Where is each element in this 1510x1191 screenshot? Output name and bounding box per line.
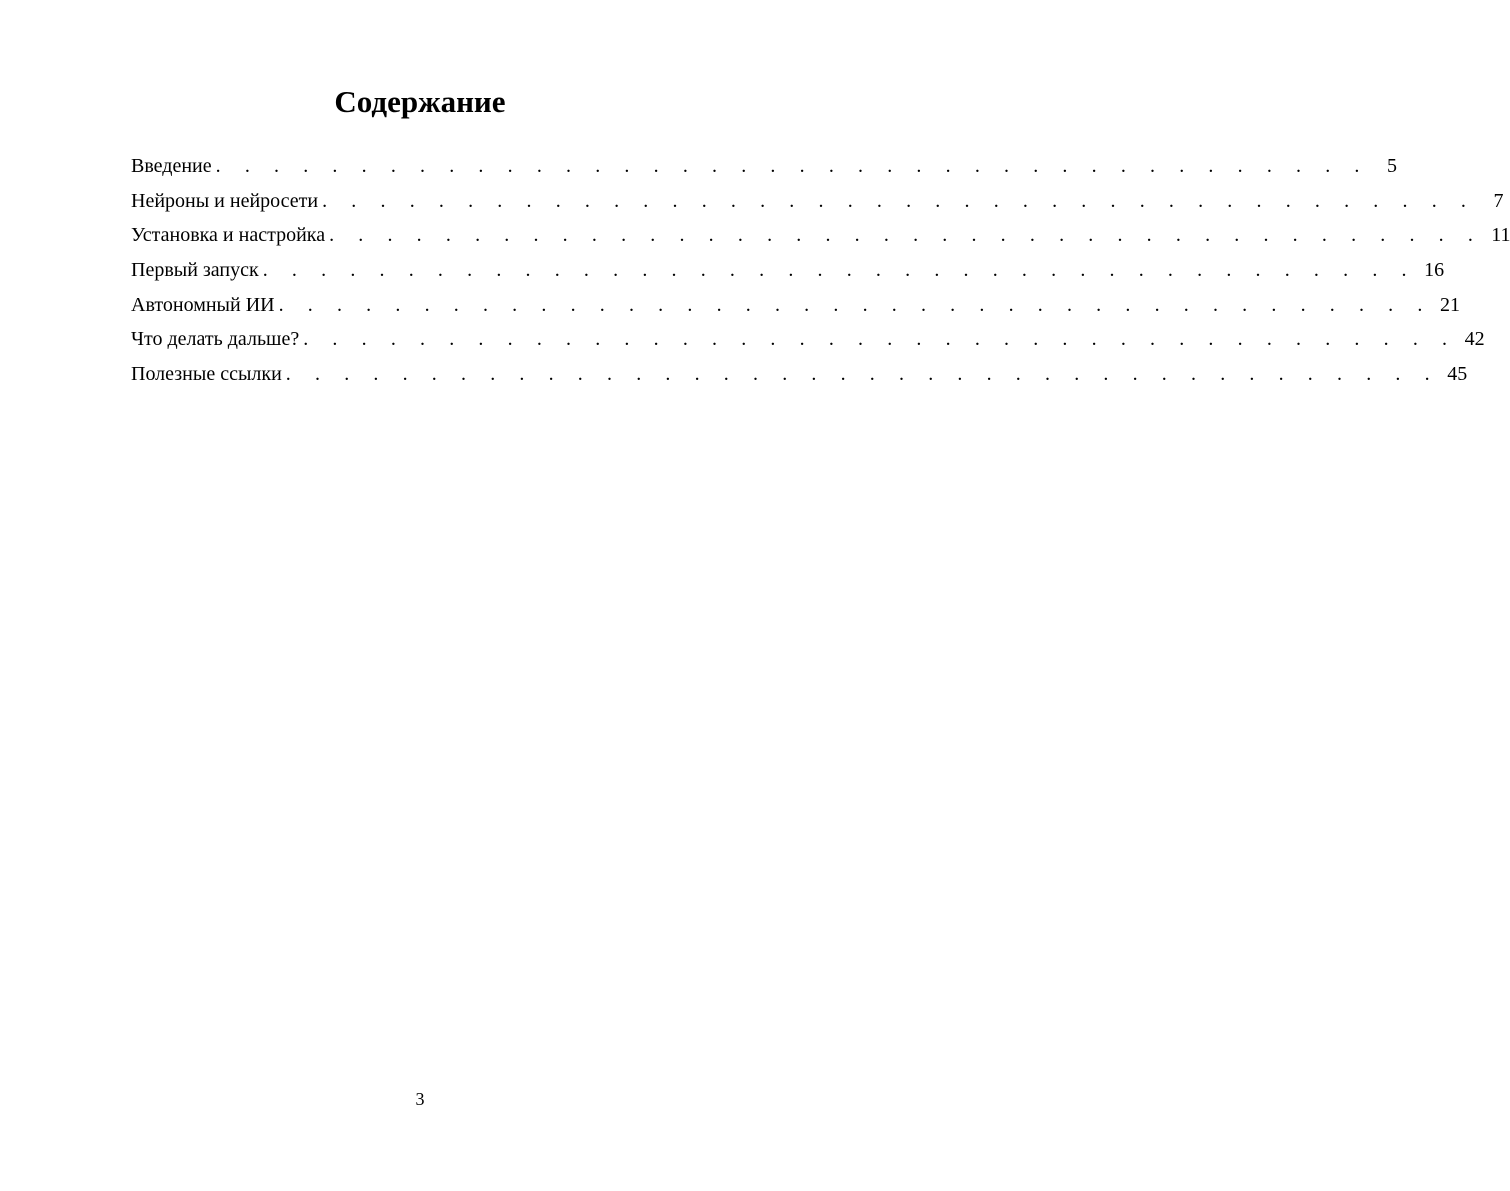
toc-entry[interactable]	[131, 218, 1510, 253]
toc-entry-title: Первый запуск	[131, 259, 259, 282]
toc-entry-title: Полезные ссылки	[131, 363, 282, 386]
toc-dot-leader: . . . . . . . . . . . . . . . . . . . . . . . . . . . . . . . . . . . . . . . .	[215, 155, 1370, 177]
toc-entry-page: 42	[1464, 328, 1485, 351]
toc-entry[interactable]	[131, 253, 1445, 288]
toc-entry-title: Автономный ИИ	[131, 293, 275, 316]
toc-entry-page: 7	[1493, 189, 1504, 212]
toc-entry[interactable]	[131, 149, 1398, 184]
toc-dot-leader: . . . . . . . . . . . . . . . . . . . . . . . . . . . . . . . . . . . . . . . .	[285, 363, 1440, 386]
toc-dot-leader: . . . . . . . . . . . . . . . . . . . . . . . . . . . . . . . . . . . . . . . .	[262, 259, 1417, 282]
toc-dot-leader: . . . . . . . . . . . . . . . . . . . . . . . . . . . . . . . . . . . . . . . .	[329, 224, 1483, 247]
toc-entry[interactable]	[131, 184, 1504, 219]
toc-entry-page: 11	[1491, 224, 1510, 247]
toc-entry[interactable]	[131, 288, 1460, 323]
toc-entry[interactable]	[131, 322, 1485, 357]
toc-entry-title: Что делать дальше?	[131, 328, 300, 351]
table-of-contents	[131, 149, 1510, 392]
toc-entry-page: 16	[1424, 259, 1445, 282]
toc-entry-page: 21	[1439, 293, 1460, 316]
toc-dot-leader: . . . . . . . . . . . . . . . . . . . . . . . . . . . . . . . . . . . . . . . .	[303, 328, 1457, 351]
toc-entry-page: 5	[1387, 155, 1398, 177]
toc-dot-leader: . . . . . . . . . . . . . . . . . . . . . . . . . . . . . . . . . . . . . . . .	[278, 293, 1432, 316]
toc-entry[interactable]	[131, 357, 1468, 392]
page-number: 3	[415, 1089, 425, 1109]
toc-entry-title: Установка и настройка	[131, 224, 326, 247]
toc-entry-page: 45	[1447, 363, 1468, 386]
toc-entry-title: Введение	[131, 155, 212, 177]
toc-heading: Содержание	[334, 84, 506, 119]
toc-dot-leader: . . . . . . . . . . . . . . . . . . . . . . . . . . . . . . . . . . . . . . . .	[322, 189, 1476, 212]
toc-entry-title: Нейроны и нейросети	[131, 189, 319, 212]
